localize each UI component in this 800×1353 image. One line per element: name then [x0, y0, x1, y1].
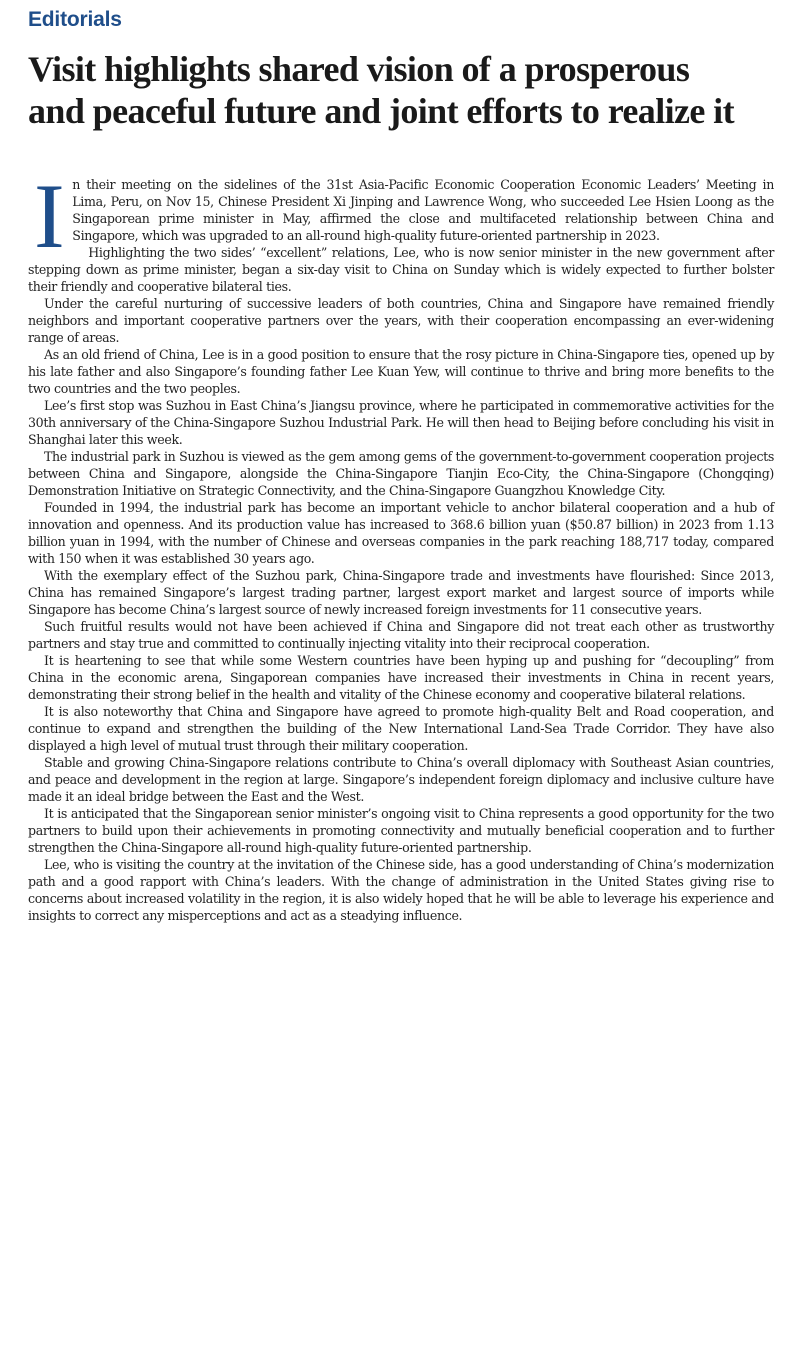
paragraph-lead-text: n their meeting on the sidelines of the 31st Asia-Pacific Economic Cooperation Economic Leaders’ Meeting in Lima, Peru, on Nov 15, Chinese President Xi Jinping and Lawrence Wong, who succeeded Lee Hsien Loong as the Singaporean prime minister in May, affirmed the close and multifaceted relationship between China and Singapore, which was upgraded to an all-round high-quality future-oriented partnership in 2023. — [72, 177, 774, 243]
paragraph: Highlighting the two sides’ “excellent” relations, Lee, who is now senior minister in the new government after stepping down as prime minister, began a six-day visit to China on Sunday which is widely expected to further bolster their friendly and cooperative bilateral ties. — [28, 245, 774, 294]
paragraph: Founded in 1994, the industrial park has become an important vehicle to anchor bilateral cooperation and a hub of innovation and openness. And its production value has increased to 368.6 billion yuan ($50.87 billion) in 2023 from 1.13 billion yuan in 1994, with the number of Chinese and overseas companies in the park reaching 188,717 today, compared with 150 when it was established 30 years ago. — [28, 500, 774, 566]
article-body — [22, 165, 778, 924]
headline — [28, 48, 778, 132]
paragraph: With the exemplary effect of the Suzhou park, China-Singapore trade and investments have flourished: Since 2013, China has remained Singapore’s largest trading partner, largest export market and largest source of imports while Singapore has become China’s largest source of newly increased foreign investments for 11 consecutive years. — [28, 568, 774, 617]
headline-line-2: and peaceful future and joint efforts to realize it — [28, 91, 734, 131]
paragraph: It is heartening to see that while some Western countries have been hyping up and pushing for “decoupling” from China in the economic arena, Singaporean companies have increased their investments in China in recent years, demonstrating their strong belief in the health and vitality of the Chinese economy and cooperative bilateral relations. — [28, 653, 774, 702]
paragraph: It is anticipated that the Singaporean senior minister’s ongoing visit to China represents a good opportunity for the two partners to build upon their achievements in promoting connectivity and mutually beneficial cooperation and to further strengthen the China-Singapore all-round high-quality future-oriented partnership. — [28, 806, 774, 855]
paragraph: As an old friend of China, Lee is in a good position to ensure that the rosy picture in China-Singapore ties, opened up by his late father and also Singapore’s founding father Lee Kuan Yew, will continue to thrive and bring more benefits to the two countries and the two peoples. — [28, 347, 774, 396]
drop-cap: I — [34, 165, 65, 267]
paragraph: The industrial park in Suzhou is viewed as the gem among gems of the government-to-government cooperation projects between China and Singapore, alongside the China-Singapore Tianjin Eco-City, the China-Singapore (Chongqing) Demonstration Initiative on Strategic Connectivity, and the China-Singapore Guangzhou Knowledge City. — [28, 449, 774, 498]
paragraph: It is also noteworthy that China and Singapore have agreed to promote high-quality Belt and Road cooperation, and continue to expand and strengthen the building of the New International Land-Sea Trade Corridor. They have also displayed a high level of mutual trust through their military cooperation. — [28, 704, 774, 753]
paragraph-lead — [28, 165, 774, 267]
paragraph: Such fruitful results would not have been achieved if China and Singapore did not treat each other as trustworthy partners and stay true and committed to continually injecting vitality into their reciprocal cooperation. — [28, 619, 774, 651]
headline-line-1: Visit highlights shared vision of a prosperous — [28, 49, 690, 89]
paragraph: Lee’s first stop was Suzhou in East China’s Jiangsu province, where he participated in commemorative activities for the 30th anniversary of the China-Singapore Suzhou Industrial Park. He will then head to Beijing before concluding his visit in Shanghai later this week. — [28, 398, 774, 447]
section-label: Editorials — [28, 8, 122, 31]
paragraph: Under the careful nurturing of successive leaders of both countries, China and Singapore have remained friendly neighbors and important cooperative partners over the years, with their cooperation encompassing an ever-widening range of areas. — [28, 296, 774, 345]
paragraph: Lee, who is visiting the country at the invitation of the Chinese side, has a good understanding of China’s modernization path and a good rapport with China’s leaders. With the change of administration in the United States giving rise to concerns about increased volatility in the region, it is also widely hoped that he will be able to leverage his experience and insights to correct any misperceptions and act as a steadying influence. — [28, 857, 774, 923]
paragraph: Stable and growing China-Singapore relations contribute to China’s overall diplomacy with Southeast Asian countries, and peace and development in the region at large. Singapore’s independent foreign diplomacy and inclusive culture have made it an ideal bridge between the East and the West. — [28, 755, 774, 804]
editorial-page — [0, 8, 800, 1353]
